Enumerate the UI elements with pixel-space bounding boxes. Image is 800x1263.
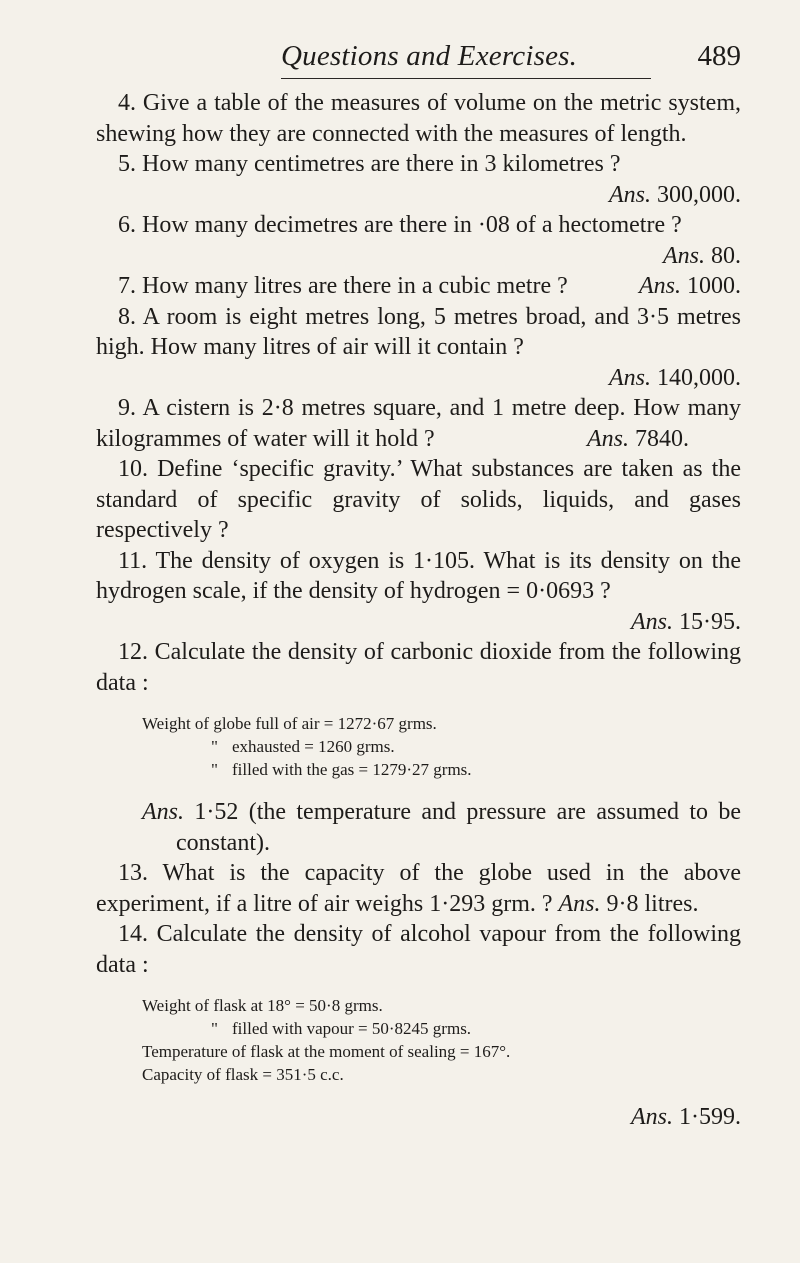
data-row: Weight of globe full of air = 1272·67 grms.: [142, 714, 437, 733]
data-row: [142, 1017, 741, 1040]
question-12: 12. Calculate the density of carbonic dioxide from the following data :: [96, 639, 741, 696]
answer-label: Ans.: [663, 242, 705, 269]
question-7: 7. How many litres are there in a cubic metre ?: [118, 273, 568, 299]
answer-11: [96, 607, 741, 638]
question-8: 8. A room is eight metres long, 5 metres broad, and 3·5 metres high. How many litres of air will it contain ?: [96, 303, 741, 360]
answer-label: Ans.: [558, 890, 601, 917]
answer-label: Ans.: [639, 273, 681, 299]
ditto-mark: ": [211, 760, 218, 779]
data-row: [142, 758, 741, 781]
answer-6: [96, 241, 741, 272]
answer-value: 9·8 litres.: [606, 890, 699, 917]
answer-value: 7840.: [635, 425, 689, 452]
answer-8: [96, 363, 741, 394]
answer-value: 1·599.: [679, 1104, 741, 1130]
answer-label: Ans.: [609, 364, 651, 391]
data-table-12: [142, 712, 741, 781]
ditto-mark: ": [211, 1019, 218, 1038]
data-row: Temperature of flask at the moment of sealing = 167°.: [142, 1042, 511, 1061]
answer-value: 80.: [711, 242, 741, 269]
answer-label: Ans.: [142, 799, 184, 825]
page-number: 489: [697, 40, 741, 72]
answer-value: 140,000.: [657, 364, 741, 391]
data-row-text: filled with vapour = 50·8245 grms.: [232, 1019, 472, 1038]
header-rule: [281, 78, 651, 79]
answer-label: Ans.: [631, 1104, 673, 1130]
answer-label: Ans.: [631, 608, 673, 635]
data-row-text: filled with the gas = 1279·27 grms.: [232, 760, 472, 779]
question-10: 10. Define ‘specific gravity.’ What substances are taken as the standard of specific gravity of solids, liquids, and gases respectively ?: [96, 456, 741, 543]
answer-9: [587, 424, 741, 455]
answer-5: [96, 180, 741, 211]
question-13-text: 13. What is the capacity of the globe used in the above experiment, if a litre of air weighs 1·293 grm. ?: [96, 860, 741, 917]
question-9: [96, 393, 741, 454]
question-6: 6. How many decimetres are there in ·08 of a hectometre ?: [118, 212, 682, 238]
page-body: [96, 88, 741, 1133]
page-header: [96, 40, 741, 76]
answer-14: [96, 1102, 741, 1133]
question-7-line: [96, 271, 741, 302]
answer-label: Ans.: [587, 425, 629, 452]
answer-value: 1·52 (the temperature and pressure are assumed to be constant).: [176, 799, 741, 856]
data-row: Capacity of flask = 351·5 c.c.: [142, 1065, 344, 1084]
data-row: [142, 735, 741, 758]
question-14: 14. Calculate the density of alcohol vapour from the following data :: [96, 921, 741, 978]
data-row: Weight of flask at 18° = 50·8 grms.: [142, 996, 383, 1015]
answer-13: [559, 891, 699, 917]
answer-12: [142, 797, 741, 858]
answer-value: 300,000.: [657, 181, 741, 208]
answer-value: 15·95.: [679, 608, 741, 635]
running-title: Questions and Exercises.: [281, 40, 578, 72]
answer-value: 1000.: [687, 273, 741, 299]
answer-7: [617, 271, 741, 302]
answer-label: Ans.: [609, 181, 651, 208]
ditto-mark: ": [211, 737, 218, 756]
question-5: 5. How many centimetres are there in 3 kilometres ?: [118, 151, 621, 177]
question-9-text: 9. A cistern is 2·8 metres square, and 1 metre deep. How many kilogrammes of water will it hold ?: [96, 395, 741, 452]
data-table-14: [142, 994, 741, 1086]
question-13: [96, 858, 741, 919]
question-11: 11. The density of oxygen is 1·105. What is its density on the hydrogen scale, if the density of hydrogen = 0·0693 ?: [96, 547, 741, 604]
data-row-text: exhausted = 1260 grms.: [232, 737, 395, 756]
question-4: 4. Give a table of the measures of volume on the metric system, shewing how they are connected with the measures of length.: [96, 90, 741, 147]
